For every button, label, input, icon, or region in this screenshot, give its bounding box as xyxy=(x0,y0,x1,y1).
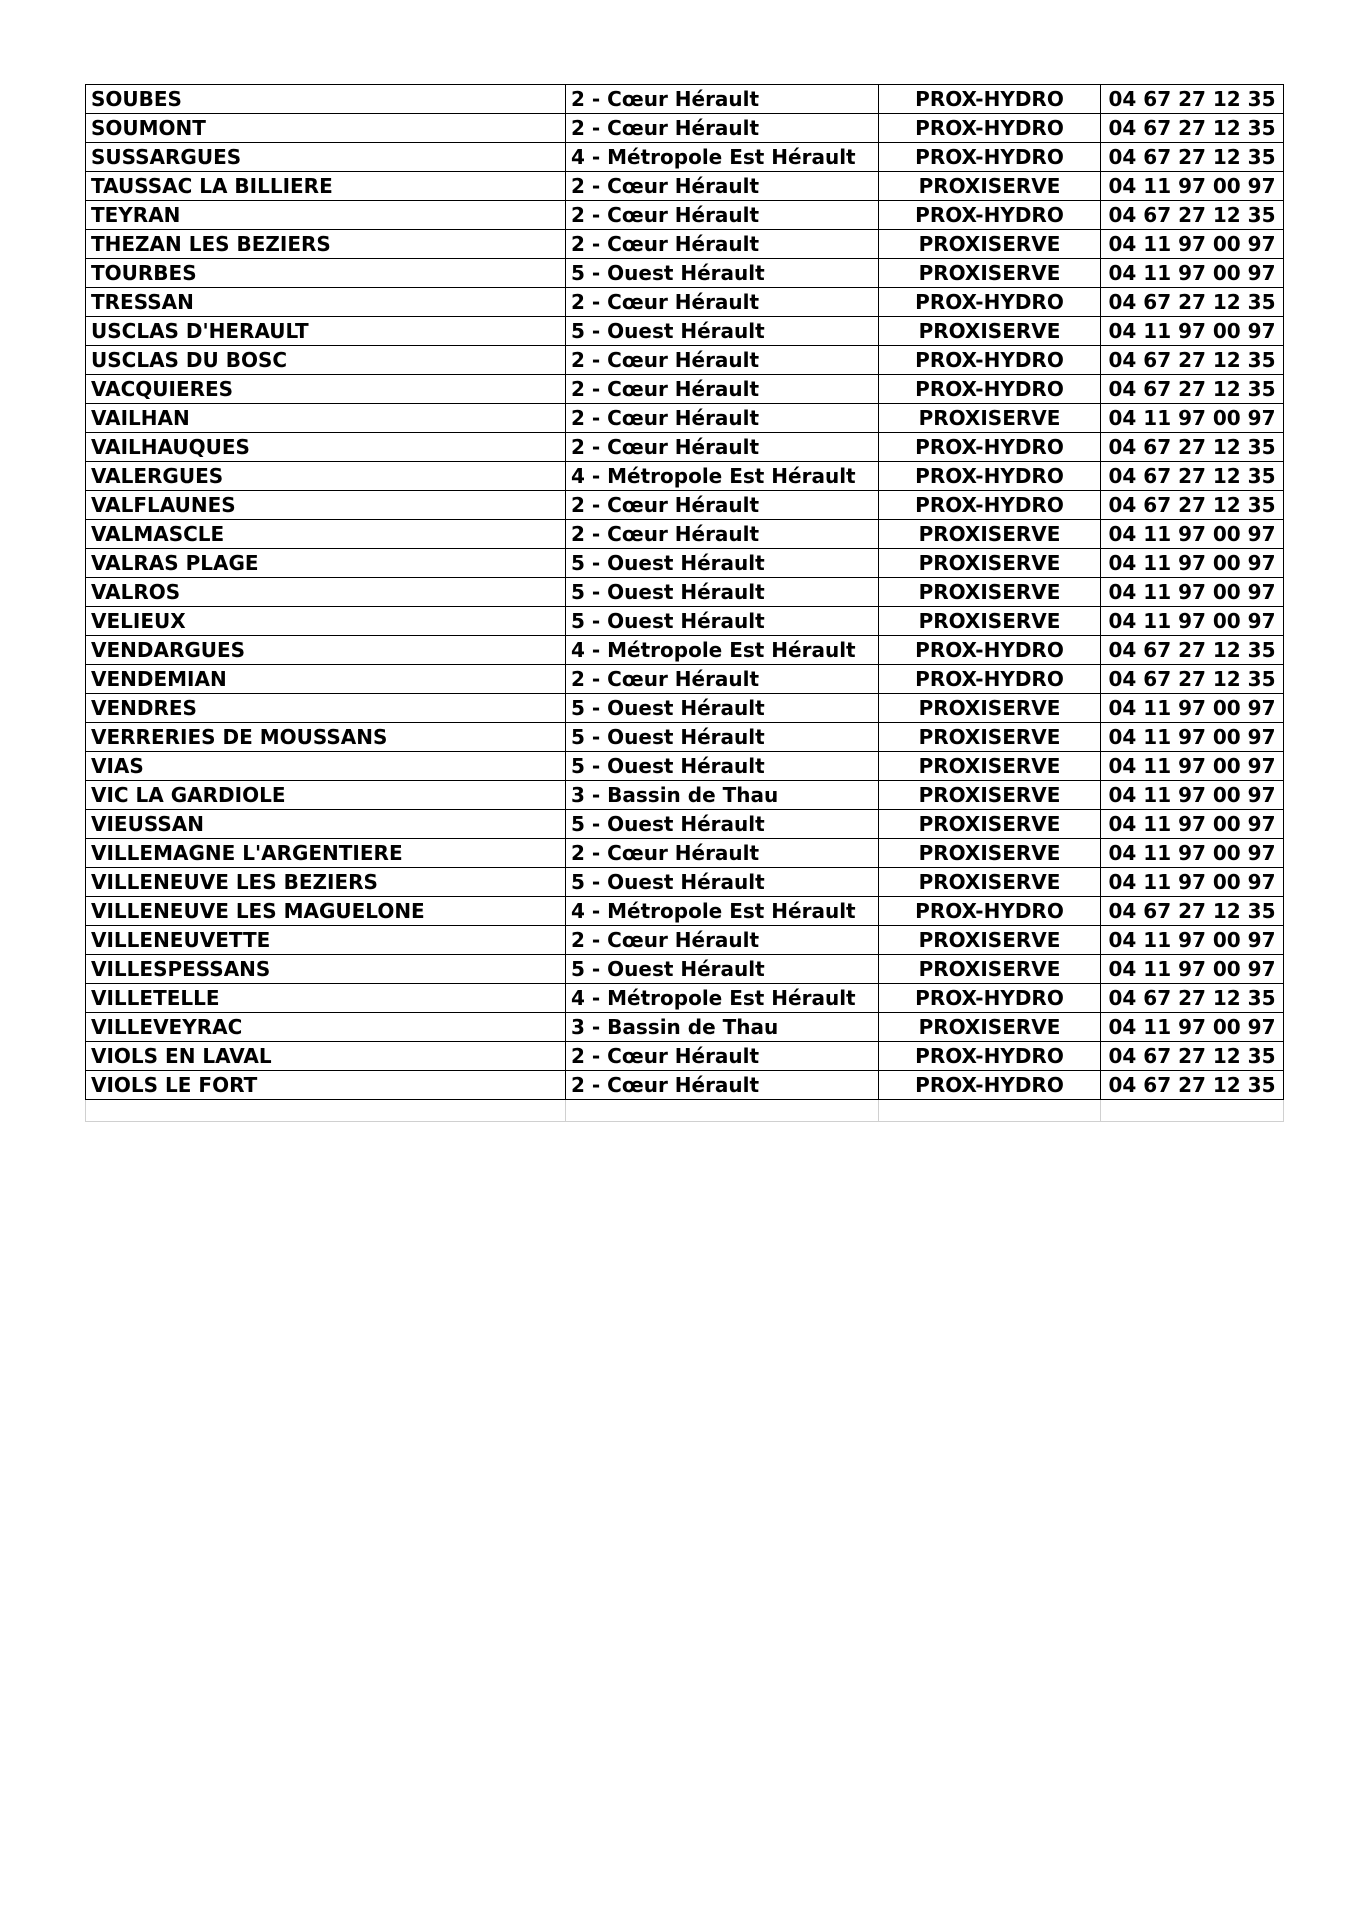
phone-cell: 04 11 97 00 97 xyxy=(1101,926,1284,955)
provider-cell: PROXISERVE xyxy=(879,230,1101,259)
table-row xyxy=(86,288,1284,317)
commune-cell: VALRAS PLAGE xyxy=(86,549,566,578)
table-row xyxy=(86,926,1284,955)
provider-cell: PROXISERVE xyxy=(879,520,1101,549)
zone-cell: 3 - Bassin de Thau xyxy=(566,781,879,810)
phone-cell: 04 67 27 12 35 xyxy=(1101,114,1284,143)
table-row xyxy=(86,636,1284,665)
provider-cell: PROX-HYDRO xyxy=(879,491,1101,520)
table-row xyxy=(86,868,1284,897)
commune-cell: VALERGUES xyxy=(86,462,566,491)
phone-cell: 04 11 97 00 97 xyxy=(1101,810,1284,839)
zone-cell: 4 - Métropole Est Hérault xyxy=(566,636,879,665)
commune-cell: VILLENEUVE LES BEZIERS xyxy=(86,868,566,897)
provider-cell: PROX-HYDRO xyxy=(879,433,1101,462)
zone-cell: 2 - Cœur Hérault xyxy=(566,288,879,317)
commune-cell: VALROS xyxy=(86,578,566,607)
table-row xyxy=(86,752,1284,781)
commune-cell: SOUMONT xyxy=(86,114,566,143)
empty-table-row xyxy=(86,1100,1284,1122)
table-row xyxy=(86,520,1284,549)
commune-cell: TEYRAN xyxy=(86,201,566,230)
provider-cell: PROX-HYDRO xyxy=(879,897,1101,926)
zone-cell: 3 - Bassin de Thau xyxy=(566,1013,879,1042)
commune-cell: VACQUIERES xyxy=(86,375,566,404)
zone-cell: 2 - Cœur Hérault xyxy=(566,665,879,694)
table-row xyxy=(86,317,1284,346)
phone-cell: 04 67 27 12 35 xyxy=(1101,636,1284,665)
zone-cell: 5 - Ouest Hérault xyxy=(566,549,879,578)
commune-cell: VENDEMIAN xyxy=(86,665,566,694)
phone-cell: 04 11 97 00 97 xyxy=(1101,607,1284,636)
zone-cell: 2 - Cœur Hérault xyxy=(566,839,879,868)
phone-cell: 04 11 97 00 97 xyxy=(1101,955,1284,984)
zone-cell: 2 - Cœur Hérault xyxy=(566,1071,879,1100)
commune-cell: VILLEVEYRAC xyxy=(86,1013,566,1042)
zone-cell: 5 - Ouest Hérault xyxy=(566,694,879,723)
table-row xyxy=(86,1042,1284,1071)
commune-cell: VENDRES xyxy=(86,694,566,723)
provider-cell: PROX-HYDRO xyxy=(879,143,1101,172)
provider-cell: PROX-HYDRO xyxy=(879,85,1101,114)
zone-cell: 2 - Cœur Hérault xyxy=(566,172,879,201)
phone-cell: 04 67 27 12 35 xyxy=(1101,897,1284,926)
table-row xyxy=(86,462,1284,491)
table-row xyxy=(86,172,1284,201)
phone-cell: 04 67 27 12 35 xyxy=(1101,85,1284,114)
table-body xyxy=(86,85,1284,1122)
table-row xyxy=(86,375,1284,404)
zone-cell: 2 - Cœur Hérault xyxy=(566,375,879,404)
table-row xyxy=(86,665,1284,694)
commune-cell: VIOLS EN LAVAL xyxy=(86,1042,566,1071)
phone-cell: 04 11 97 00 97 xyxy=(1101,549,1284,578)
zone-cell: 2 - Cœur Hérault xyxy=(566,1042,879,1071)
commune-cell: VILLETELLE xyxy=(86,984,566,1013)
phone-cell: 04 67 27 12 35 xyxy=(1101,491,1284,520)
provider-cell: PROXISERVE xyxy=(879,578,1101,607)
zone-cell: 5 - Ouest Hérault xyxy=(566,752,879,781)
table-row xyxy=(86,723,1284,752)
phone-cell: 04 67 27 12 35 xyxy=(1101,462,1284,491)
table-row xyxy=(86,259,1284,288)
table-row xyxy=(86,984,1284,1013)
table-row xyxy=(86,810,1284,839)
commune-cell: VELIEUX xyxy=(86,607,566,636)
commune-cell: VIC LA GARDIOLE xyxy=(86,781,566,810)
zone-cell: 5 - Ouest Hérault xyxy=(566,868,879,897)
phone-cell: 04 67 27 12 35 xyxy=(1101,1042,1284,1071)
zone-cell: 5 - Ouest Hérault xyxy=(566,955,879,984)
commune-cell: TRESSAN xyxy=(86,288,566,317)
provider-cell: PROX-HYDRO xyxy=(879,201,1101,230)
empty-cell xyxy=(86,1100,566,1122)
table-row xyxy=(86,1071,1284,1100)
phone-cell: 04 67 27 12 35 xyxy=(1101,984,1284,1013)
provider-cell: PROXISERVE xyxy=(879,781,1101,810)
provider-cell: PROX-HYDRO xyxy=(879,375,1101,404)
provider-cell: PROXISERVE xyxy=(879,259,1101,288)
zone-cell: 2 - Cœur Hérault xyxy=(566,491,879,520)
provider-cell: PROXISERVE xyxy=(879,172,1101,201)
commune-cell: VALFLAUNES xyxy=(86,491,566,520)
provider-cell: PROX-HYDRO xyxy=(879,636,1101,665)
provider-cell: PROXISERVE xyxy=(879,926,1101,955)
phone-cell: 04 11 97 00 97 xyxy=(1101,723,1284,752)
table-row xyxy=(86,201,1284,230)
table-row xyxy=(86,781,1284,810)
phone-cell: 04 67 27 12 35 xyxy=(1101,346,1284,375)
provider-cell: PROXISERVE xyxy=(879,694,1101,723)
table-row xyxy=(86,549,1284,578)
empty-cell xyxy=(879,1100,1101,1122)
table-row xyxy=(86,143,1284,172)
zone-cell: 4 - Métropole Est Hérault xyxy=(566,897,879,926)
provider-cell: PROXISERVE xyxy=(879,955,1101,984)
provider-cell: PROXISERVE xyxy=(879,549,1101,578)
commune-cell: VILLENEUVETTE xyxy=(86,926,566,955)
zone-cell: 2 - Cœur Hérault xyxy=(566,114,879,143)
phone-cell: 04 11 97 00 97 xyxy=(1101,781,1284,810)
table-row xyxy=(86,897,1284,926)
table-row xyxy=(86,346,1284,375)
zone-cell: 2 - Cœur Hérault xyxy=(566,926,879,955)
phone-cell: 04 11 97 00 97 xyxy=(1101,317,1284,346)
commune-cell: SUSSARGUES xyxy=(86,143,566,172)
table-row xyxy=(86,607,1284,636)
provider-cell: PROXISERVE xyxy=(879,1013,1101,1042)
table-row xyxy=(86,404,1284,433)
table-row xyxy=(86,85,1284,114)
phone-cell: 04 67 27 12 35 xyxy=(1101,665,1284,694)
phone-cell: 04 67 27 12 35 xyxy=(1101,433,1284,462)
provider-cell: PROXISERVE xyxy=(879,317,1101,346)
provider-cell: PROX-HYDRO xyxy=(879,288,1101,317)
provider-cell: PROX-HYDRO xyxy=(879,114,1101,143)
provider-cell: PROXISERVE xyxy=(879,607,1101,636)
zone-cell: 5 - Ouest Hérault xyxy=(566,317,879,346)
empty-cell xyxy=(1101,1100,1284,1122)
provider-cell: PROX-HYDRO xyxy=(879,462,1101,491)
commune-cell: VIOLS LE FORT xyxy=(86,1071,566,1100)
commune-cell: VILLESPESSANS xyxy=(86,955,566,984)
phone-cell: 04 67 27 12 35 xyxy=(1101,288,1284,317)
table-row xyxy=(86,694,1284,723)
provider-cell: PROXISERVE xyxy=(879,404,1101,433)
table-row xyxy=(86,433,1284,462)
zone-cell: 2 - Cœur Hérault xyxy=(566,230,879,259)
table-row xyxy=(86,114,1284,143)
zone-cell: 5 - Ouest Hérault xyxy=(566,259,879,288)
communes-table xyxy=(85,84,1284,1122)
zone-cell: 2 - Cœur Hérault xyxy=(566,346,879,375)
phone-cell: 04 67 27 12 35 xyxy=(1101,375,1284,404)
provider-cell: PROXISERVE xyxy=(879,723,1101,752)
phone-cell: 04 11 97 00 97 xyxy=(1101,230,1284,259)
commune-cell: USCLAS D'HERAULT xyxy=(86,317,566,346)
zone-cell: 5 - Ouest Hérault xyxy=(566,607,879,636)
commune-cell: VIEUSSAN xyxy=(86,810,566,839)
zone-cell: 2 - Cœur Hérault xyxy=(566,201,879,230)
provider-cell: PROX-HYDRO xyxy=(879,1071,1101,1100)
provider-cell: PROXISERVE xyxy=(879,839,1101,868)
provider-cell: PROXISERVE xyxy=(879,752,1101,781)
table-row xyxy=(86,1013,1284,1042)
zone-cell: 2 - Cœur Hérault xyxy=(566,520,879,549)
provider-cell: PROXISERVE xyxy=(879,868,1101,897)
phone-cell: 04 11 97 00 97 xyxy=(1101,839,1284,868)
phone-cell: 04 67 27 12 35 xyxy=(1101,143,1284,172)
phone-cell: 04 11 97 00 97 xyxy=(1101,259,1284,288)
commune-cell: TOURBES xyxy=(86,259,566,288)
table-row xyxy=(86,491,1284,520)
table-row xyxy=(86,230,1284,259)
commune-cell: VERRERIES DE MOUSSANS xyxy=(86,723,566,752)
zone-cell: 2 - Cœur Hérault xyxy=(566,404,879,433)
commune-cell: SOUBES xyxy=(86,85,566,114)
zone-cell: 5 - Ouest Hérault xyxy=(566,723,879,752)
empty-cell xyxy=(566,1100,879,1122)
phone-cell: 04 11 97 00 97 xyxy=(1101,752,1284,781)
table-row xyxy=(86,955,1284,984)
commune-cell: VENDARGUES xyxy=(86,636,566,665)
provider-cell: PROXISERVE xyxy=(879,810,1101,839)
table-row xyxy=(86,578,1284,607)
provider-cell: PROX-HYDRO xyxy=(879,984,1101,1013)
commune-cell: VAILHAN xyxy=(86,404,566,433)
provider-cell: PROX-HYDRO xyxy=(879,346,1101,375)
commune-cell: THEZAN LES BEZIERS xyxy=(86,230,566,259)
commune-cell: VILLENEUVE LES MAGUELONE xyxy=(86,897,566,926)
commune-cell: VILLEMAGNE L'ARGENTIERE xyxy=(86,839,566,868)
phone-cell: 04 11 97 00 97 xyxy=(1101,172,1284,201)
phone-cell: 04 11 97 00 97 xyxy=(1101,1013,1284,1042)
zone-cell: 4 - Métropole Est Hérault xyxy=(566,143,879,172)
zone-cell: 2 - Cœur Hérault xyxy=(566,433,879,462)
zone-cell: 4 - Métropole Est Hérault xyxy=(566,984,879,1013)
zone-cell: 2 - Cœur Hérault xyxy=(566,85,879,114)
table-row xyxy=(86,839,1284,868)
commune-cell: USCLAS DU BOSC xyxy=(86,346,566,375)
commune-cell: VAILHAUQUES xyxy=(86,433,566,462)
phone-cell: 04 67 27 12 35 xyxy=(1101,201,1284,230)
provider-cell: PROX-HYDRO xyxy=(879,1042,1101,1071)
commune-cell: VALMASCLE xyxy=(86,520,566,549)
phone-cell: 04 11 97 00 97 xyxy=(1101,868,1284,897)
zone-cell: 5 - Ouest Hérault xyxy=(566,578,879,607)
provider-cell: PROX-HYDRO xyxy=(879,665,1101,694)
phone-cell: 04 11 97 00 97 xyxy=(1101,578,1284,607)
phone-cell: 04 67 27 12 35 xyxy=(1101,1071,1284,1100)
commune-cell: TAUSSAC LA BILLIERE xyxy=(86,172,566,201)
phone-cell: 04 11 97 00 97 xyxy=(1101,404,1284,433)
zone-cell: 4 - Métropole Est Hérault xyxy=(566,462,879,491)
commune-cell: VIAS xyxy=(86,752,566,781)
zone-cell: 5 - Ouest Hérault xyxy=(566,810,879,839)
phone-cell: 04 11 97 00 97 xyxy=(1101,694,1284,723)
phone-cell: 04 11 97 00 97 xyxy=(1101,520,1284,549)
